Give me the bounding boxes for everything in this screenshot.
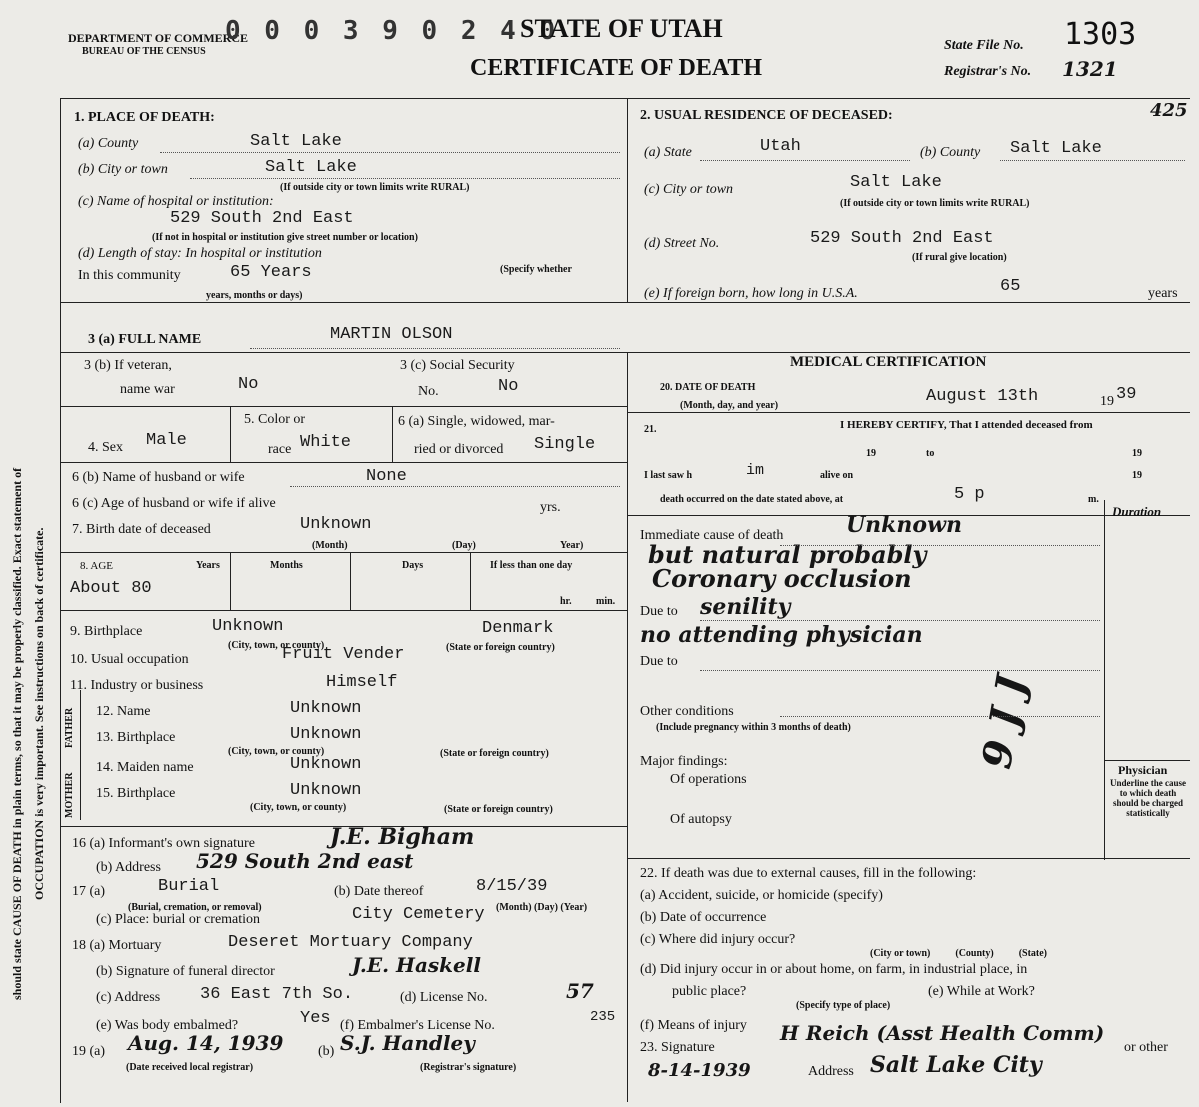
address-label: (b) Address [96, 860, 161, 875]
res-county-value: Salt Lake [1010, 139, 1102, 158]
father-label: FATHER [64, 707, 75, 748]
corner-number: 425 [1150, 100, 1188, 121]
due-to-label-2: Due to [640, 654, 678, 669]
birthdate-value: Unknown [300, 515, 372, 534]
rule [230, 406, 231, 462]
pod-specify2: years, months or days) [206, 290, 303, 301]
mother-label: MOTHER [64, 772, 75, 818]
cause-line-3: Coronary occlusion [652, 564, 912, 593]
rule [60, 406, 627, 407]
other-conditions-label: Other conditions [640, 704, 734, 719]
pod-specify: (Specify whether [500, 264, 572, 275]
signature-label: 23. Signature [640, 1040, 715, 1055]
signature-date: 8-14-1939 [648, 1060, 751, 1081]
mother-state-note: (State or foreign country) [444, 804, 553, 815]
disp-date-value: 8/15/39 [476, 877, 548, 896]
res-foreign-value: 65 [1000, 277, 1021, 296]
father-bp-label: 13. Birthplace [96, 730, 176, 745]
pod-stay-label: (d) Length of stay: In hospital or institution [78, 246, 322, 261]
pod-city-value: Salt Lake [265, 158, 357, 177]
certify-19-b: 19 [1132, 448, 1142, 459]
mother-bp-label: 15. Birthplace [96, 786, 176, 801]
cause-line-2: but natural probably [648, 540, 927, 569]
rule [1104, 500, 1105, 860]
death-date-label: 20. DATE OF DEATH [660, 382, 756, 393]
or-other-label: or other [1124, 1040, 1168, 1055]
marital-label-1: 6 (a) Single, widowed, mar- [398, 414, 555, 429]
age-value: About 80 [70, 579, 152, 598]
rule [627, 412, 1190, 413]
maiden-value: Unknown [290, 755, 362, 774]
maiden-label: 14. Maiden name [96, 760, 194, 775]
rule [60, 98, 1190, 99]
bureau-label: BUREAU OF THE CENSUS [82, 46, 206, 57]
certify-no: 21. [644, 424, 657, 435]
public-label: public place? [672, 984, 747, 999]
of-autopsy-label: Of autopsy [670, 812, 732, 827]
age-months-h: Months [270, 560, 303, 571]
rule [230, 552, 231, 610]
spouse-label: 6 (b) Name of husband or wife [72, 470, 245, 485]
at-work-label: (e) While at Work? [928, 984, 1035, 999]
physician-title: Physician [1118, 763, 1168, 777]
res-street-label: (d) Street No. [644, 236, 720, 251]
alive-on-label: alive on [820, 470, 854, 481]
informant-signature: J.E. Bigham [330, 824, 475, 850]
mortuary-value: Deseret Mortuary Company [228, 933, 473, 952]
age-label: 8. AGE [80, 560, 113, 572]
immediate-cause-value: Unknown [846, 512, 963, 538]
birthplace-label: 9. Birthplace [70, 624, 143, 639]
pod-hospital-value: 529 South 2nd East [170, 209, 354, 228]
bp-city-note: (City, town, or county) [228, 640, 325, 651]
fill-line [780, 545, 1100, 546]
pod-city-label: (b) City or town [78, 162, 168, 177]
received-value: Aug. 14, 1939 [128, 1031, 284, 1055]
fd-address-label: (c) Address [96, 990, 161, 1005]
name-war-label: name war [120, 382, 175, 397]
res-foreign-label: (e) If foreign born, how long in U.S.A. [644, 286, 858, 301]
mortuary-label: 18 (a) Mortuary [72, 938, 162, 953]
age-min: min. [596, 596, 616, 607]
fill-line [780, 716, 1100, 717]
race-value: White [300, 433, 352, 452]
death-occurred-label: death occurred on the date stated above, at [660, 494, 844, 505]
industry-value: Himself [326, 673, 398, 692]
ss-label: 3 (c) Social Security [400, 358, 515, 373]
father-name-label: 12. Name [96, 704, 151, 719]
disp-place-value: City Cemetery [352, 905, 485, 924]
color-label: 5. Color or [244, 412, 306, 427]
father-state-note: (State or foreign country) [440, 748, 549, 759]
pod-county-label: (a) County [78, 136, 139, 151]
res-city-value: Salt Lake [850, 173, 942, 192]
industry-label: 11. Industry or business [70, 678, 204, 693]
disp-mdy: (Month) (Day) (Year) [496, 902, 588, 913]
father-name-value: Unknown [290, 699, 362, 718]
birthdate-year: Year) [560, 540, 584, 551]
res-city-note: (If outside city or town limits write RURAL) [840, 198, 1030, 209]
informant-label: 16 (a) Informant's own signature [72, 836, 255, 851]
rule [627, 352, 628, 1102]
res-state-label: (a) State [644, 145, 692, 160]
yrs-label: yrs. [540, 500, 561, 515]
mother-city-note: (City, town, or county) [250, 802, 347, 813]
veteran-label: 3 (b) If veteran, [84, 358, 172, 373]
rule [80, 690, 81, 820]
pod-hospital-label: (c) Name of hospital or institution: [78, 194, 274, 209]
fill-line [290, 486, 620, 487]
certify-to: to [926, 448, 935, 459]
death-m: m. [1088, 494, 1099, 505]
disp-date-label: (b) Date thereof [334, 884, 424, 899]
occupation-label: 10. Usual occupation [70, 652, 189, 667]
res-state-value: Utah [760, 137, 801, 156]
pod-city-note: (If outside city or town limits write RURAL) [280, 182, 470, 193]
death-time: 5 p [954, 485, 985, 504]
last-saw-label: I last saw h [644, 470, 693, 481]
where-note: (City or town) (County) (State) [870, 948, 1048, 959]
rule [350, 552, 351, 610]
disp-place-label: (c) Place: burial or cremation [96, 912, 261, 927]
birthplace-country: Denmark [482, 619, 554, 638]
duration-label: Duration [1112, 504, 1162, 519]
fd-signature-label: (b) Signature of funeral director [96, 964, 275, 979]
death-date-value: August 13th [926, 387, 1039, 406]
emb-license-value: 235 [590, 1009, 616, 1025]
registrar-label: Registrar's No. [944, 64, 1032, 79]
rule [60, 462, 627, 463]
age-years-h: Years [196, 560, 220, 571]
disposition-label: 17 (a) [72, 884, 106, 899]
fill-line [190, 178, 620, 179]
age-days-h: Days [402, 560, 424, 571]
pod-county-value: Salt Lake [250, 132, 342, 151]
registrar-signature: S.J. Handley [340, 1031, 475, 1055]
sig-address-label: Address [808, 1064, 854, 1079]
fill-line [160, 152, 620, 153]
residence-title: 2. USUAL RESIDENCE OF DECEASED: [640, 108, 893, 123]
full-name-value: MARTIN OLSON [330, 325, 453, 344]
last-saw-value: im [746, 462, 765, 479]
immediate-cause-label: Immediate cause of death [640, 528, 784, 543]
fd-address-value: 36 East 7th So. [200, 985, 354, 1004]
fill-line [700, 670, 1100, 671]
embalmed-label: (e) Was body embalmed? [96, 1018, 239, 1033]
emb-license-label: (f) Embalmer's License No. [340, 1018, 495, 1033]
death-year-prefix: 19 [1100, 394, 1114, 409]
rule [1104, 760, 1190, 761]
pod-community-label: In this community [78, 268, 181, 283]
home-label: (d) Did injury occur in or about home, on farm, in industrial place, in [640, 962, 1028, 977]
fill-line [250, 348, 620, 349]
spouse-age-label: 6 (c) Age of husband or wife if alive [72, 496, 276, 511]
res-county-label: (b) County [920, 145, 981, 160]
age-hr: hr. [560, 596, 572, 607]
rule [60, 98, 61, 1103]
stamp-initials: 9 J J [973, 671, 1036, 773]
state-file-label: State File No. [944, 38, 1024, 53]
age-less-h: If less than one day [490, 560, 573, 571]
birthplace-city: Unknown [212, 617, 284, 636]
name-war-value: No [238, 375, 259, 394]
sig-address-value: Salt Lake City [870, 1052, 1042, 1078]
race-label: race [268, 442, 292, 457]
dept-label: DEPARTMENT OF COMMERCE [68, 31, 249, 45]
external-label: 22. If death was due to external causes, fill in the following: [640, 866, 977, 881]
marital-label-2: ried or divorced [414, 442, 504, 457]
means-label: (f) Means of injury [640, 1018, 747, 1033]
alive-19: 19 [1132, 470, 1142, 481]
major-findings-label: Major findings: [640, 754, 728, 769]
received-note: (Date received local registrar) [126, 1062, 254, 1073]
ss-no-label: No. [418, 384, 439, 399]
license-label: (d) License No. [400, 990, 488, 1005]
registrar-no: 1321 [1062, 57, 1118, 81]
stamp-number: 0 0 0 3 9 0 2 4 0 [225, 16, 560, 46]
bp-state-note: (State or foreign country) [446, 642, 555, 653]
rule [627, 858, 1190, 859]
sex-label: 4. Sex [88, 440, 123, 455]
res-street-value: 529 South 2nd East [810, 229, 994, 248]
place-of-death-title: 1. PLACE OF DEATH: [74, 110, 215, 125]
father-bp-value: Unknown [290, 725, 362, 744]
mother-bp-value: Unknown [290, 781, 362, 800]
rule [470, 552, 471, 610]
rule [392, 406, 393, 462]
rule [60, 610, 627, 611]
sex-value: Male [146, 431, 187, 450]
registrar-sig-label: (b) [318, 1044, 335, 1059]
fd-signature: J.E. Haskell [352, 953, 481, 977]
birthdate-label: 7. Birth date of deceased [72, 522, 211, 537]
marital-value: Single [534, 435, 596, 454]
full-name-label: 3 (a) FULL NAME [88, 332, 202, 347]
death-date-note: (Month, day, and year) [680, 400, 779, 411]
disposition-value: Burial [158, 877, 220, 896]
due-to-value-1: senility [700, 594, 791, 620]
father-city-note: (City, town, or county) [228, 746, 325, 757]
specify-place: (Specify type of place) [796, 1000, 891, 1011]
rule [60, 552, 627, 553]
side-note-2: OCCUPATION is very important. See instructions on back of certificate. [32, 527, 46, 900]
received-label: 19 (a) [72, 1044, 106, 1059]
birthdate-month: (Month) [312, 540, 348, 551]
other-conditions-note: (Include pregnancy within 3 months of death) [656, 722, 851, 733]
accident-label: (a) Accident, suicide, or homicide (specify) [640, 888, 883, 903]
fill-line [700, 620, 1100, 621]
medical-title: MEDICAL CERTIFICATION [790, 354, 987, 370]
occupation-value: Fruit Vender [282, 645, 405, 664]
disposition-note: (Burial, cremation, or removal) [128, 902, 262, 913]
certificate-title: CERTIFICATE OF DEATH [470, 55, 763, 81]
physician-signature: H Reich (Asst Health Comm) [780, 1021, 1105, 1045]
physician-note: Underline the cause to which death should be charged statistically [1110, 778, 1186, 818]
side-note-1: should state CAUSE OF DEATH in plain terms, so that it may be properly classified. Exact statement of [10, 467, 24, 1000]
rule [627, 98, 628, 303]
rule [60, 352, 1190, 353]
certify-19-a: 19 [866, 448, 876, 459]
fill-line [700, 160, 910, 161]
embalmed-value: Yes [300, 1009, 331, 1028]
license-value: 57 [566, 979, 594, 1003]
pod-community-value: 65 Years [230, 263, 312, 282]
due-to-label-1: Due to [640, 604, 678, 619]
registrar-sig-note: (Registrar's signature) [420, 1062, 517, 1073]
pod-hospital-note: (If not in hospital or institution give street number or location) [152, 232, 418, 243]
rule [60, 302, 1190, 303]
birthdate-day: (Day) [452, 540, 476, 551]
res-city-label: (c) City or town [644, 182, 734, 197]
ss-value: No [498, 377, 519, 396]
spouse-value: None [366, 467, 407, 486]
certify-text: I HEREBY CERTIFY, That I attended deceased from [840, 419, 1093, 431]
fill-line [1000, 160, 1185, 161]
due-to-value-1b: no attending physician [640, 622, 923, 648]
where-label: (c) Where did injury occur? [640, 932, 796, 947]
occurrence-label: (b) Date of occurrence [640, 910, 767, 925]
of-operations-label: Of operations [670, 772, 747, 787]
res-years: years [1148, 286, 1178, 301]
state-title: STATE OF UTAH [520, 14, 723, 43]
address-value: 529 South 2nd east [196, 849, 414, 873]
state-file-no: 1303 [1064, 17, 1137, 52]
death-year: 39 [1116, 385, 1137, 404]
res-street-note: (If rural give location) [912, 252, 1007, 263]
